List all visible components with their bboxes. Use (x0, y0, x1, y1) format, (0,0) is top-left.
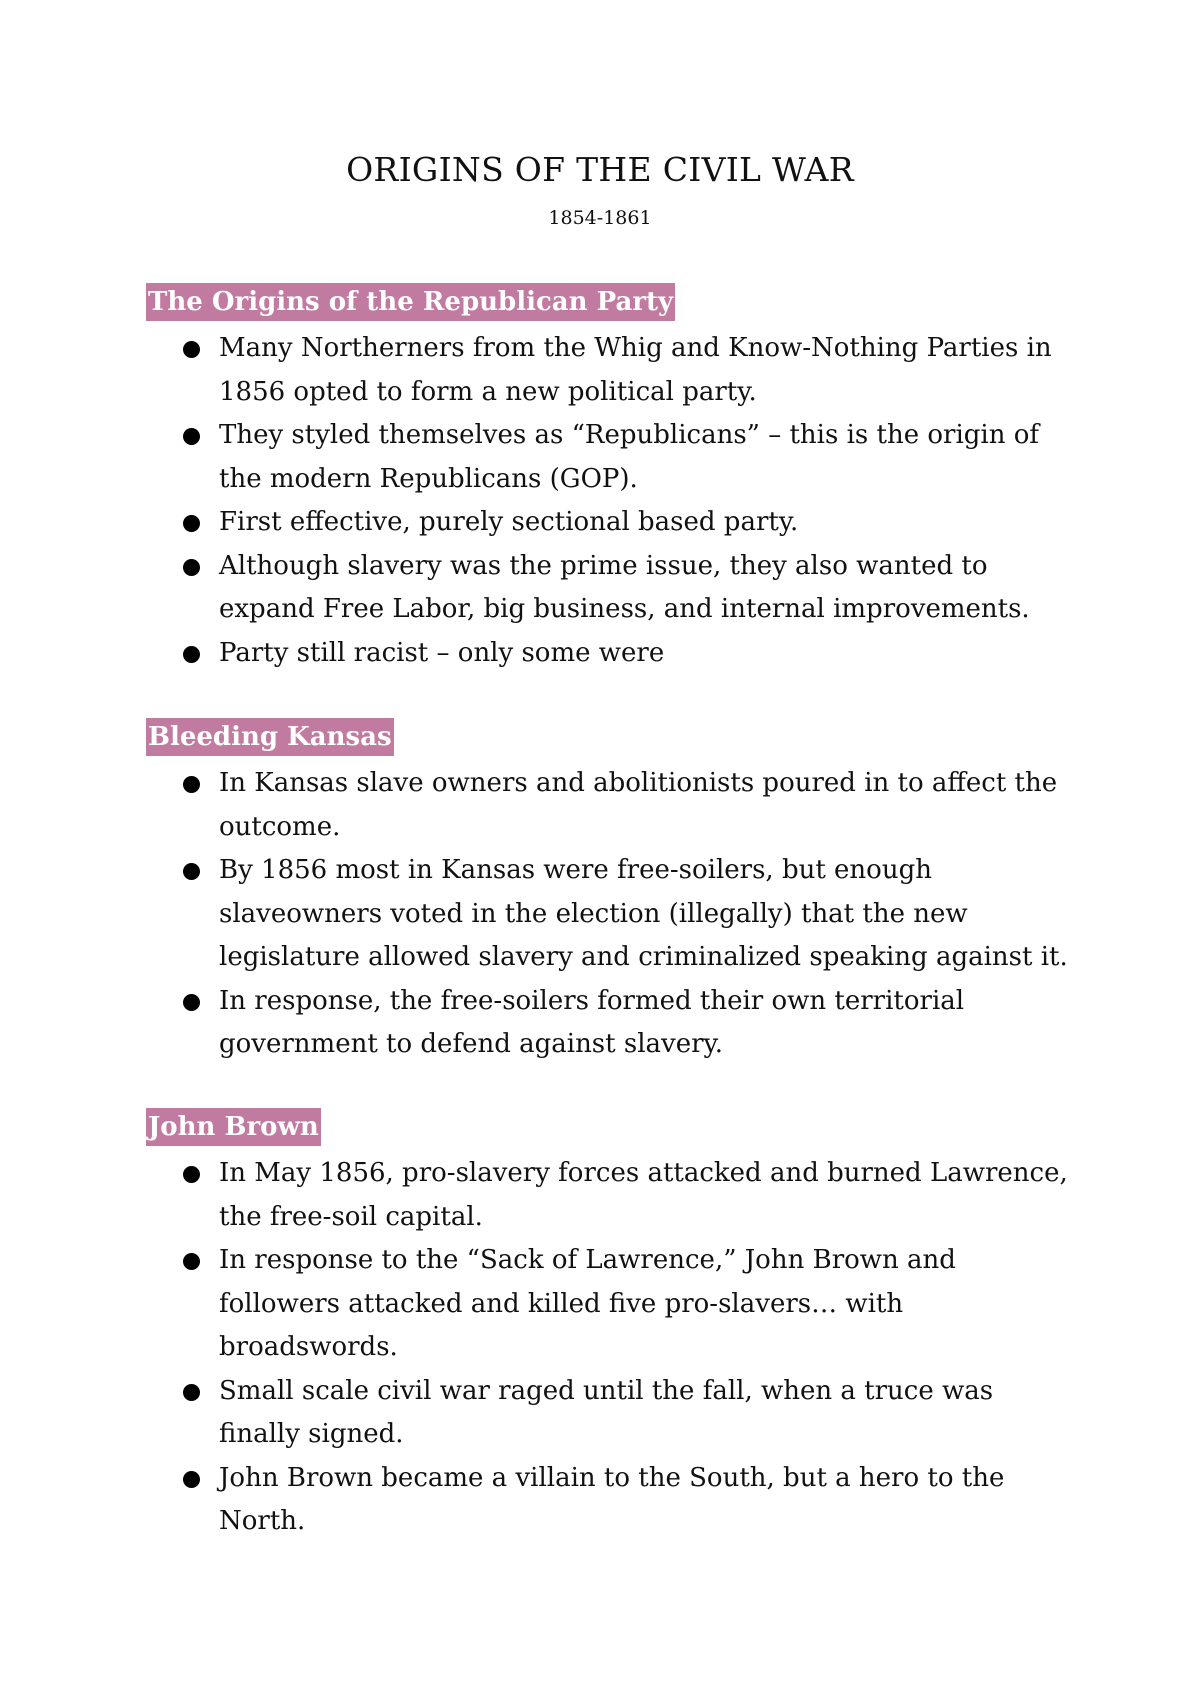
section-heading: John Brown (146, 1108, 321, 1146)
bullet-icon (183, 994, 200, 1011)
list-item (146, 980, 1079, 1067)
document-dates: 1854-1861 (548, 207, 652, 229)
bullet-icon (183, 1166, 200, 1183)
list-item-text: Small scale civil war raged until the fall, when a truce was finally signed. (219, 1375, 994, 1449)
list-item (146, 849, 1079, 980)
bullet-icon (183, 646, 200, 663)
bullet-icon (183, 559, 200, 576)
list-item-text: In response to the “Sack of Lawrence,” John Brown and followers attacked and killed five pro-slavers… with broadswords. (219, 1245, 956, 1362)
list-item (146, 632, 1079, 676)
bullet-icon (183, 1384, 200, 1401)
list-item-text: John Brown became a villain to the South, but a hero to the North. (219, 1462, 1005, 1536)
list-item (146, 1457, 1079, 1544)
list-item-text: In May 1856, pro-slavery forces attacked and burned Lawrence, the free-soil capital. (219, 1158, 1068, 1232)
list-item (146, 1152, 1079, 1239)
section-republican-party (146, 283, 1066, 675)
bullet-icon (183, 863, 200, 880)
list-item (146, 1239, 1079, 1370)
bullet-list (146, 1152, 1066, 1544)
list-item-text: They styled themselves as “Republicans” – this is the origin of the modern Republicans (GOP). (219, 420, 1040, 494)
section-heading: Bleeding Kansas (146, 718, 394, 756)
list-item-text: Although slavery was the prime issue, they also wanted to expand Free Labor, big business, and internal improvements. (219, 550, 1030, 624)
list-item-text: By 1856 most in Kansas were free-soilers, but enough slaveowners voted in the election (illegally) that the new legislature allowed slavery and criminalized speaking against it. (219, 855, 1068, 972)
list-item-text: First effective, purely sectional based party. (219, 507, 799, 537)
list-item (146, 501, 1079, 545)
section-john-brown (146, 1108, 1066, 1544)
bullet-icon (183, 776, 200, 793)
section-heading: The Origins of the Republican Party (146, 283, 675, 321)
list-item-text: In response, the free-soilers formed their own territorial government to defend against slavery. (219, 985, 965, 1059)
bullet-list (146, 327, 1066, 675)
section-bleeding-kansas (146, 718, 1066, 1067)
list-item-text: Party still racist – only some were (219, 637, 665, 668)
list-item (146, 545, 1079, 632)
list-item-text: In Kansas slave owners and abolitionists poured in to affect the outcome. (219, 768, 1058, 842)
bullet-icon (183, 1471, 200, 1488)
list-item (146, 414, 1079, 501)
list-item (146, 1370, 1079, 1457)
list-item (146, 762, 1079, 849)
bullet-icon (183, 428, 200, 445)
bullet-icon (183, 1253, 200, 1270)
list-item-text: Many Northerners from the Whig and Know-Nothing Parties in 1856 opted to form a new political party. (219, 333, 1052, 407)
bullet-icon (183, 341, 200, 358)
bullet-icon (183, 515, 200, 532)
list-item (146, 327, 1079, 414)
bullet-list (146, 762, 1066, 1067)
document-title: ORIGINS OF THE CIVIL WAR (346, 150, 854, 189)
